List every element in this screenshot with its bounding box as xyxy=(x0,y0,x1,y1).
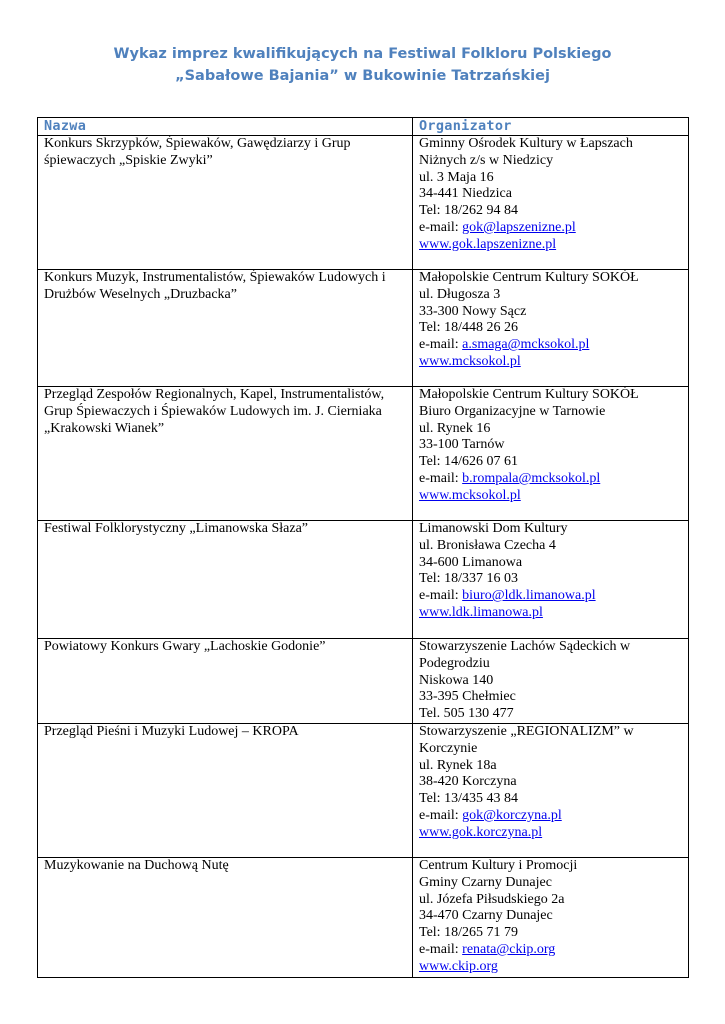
organizer-line: Tel: 13/435 43 84 xyxy=(419,791,518,807)
website-link[interactable]: www.mcksokol.pl xyxy=(419,487,521,503)
organizer-cell xyxy=(413,724,689,858)
organizer-line: Tel. 505 130 477 xyxy=(419,706,514,722)
organizer-line: Gminy Czarny Dunajec xyxy=(419,874,552,890)
email-prefix: e-mail: xyxy=(419,807,463,823)
organizer-line: 33-100 Tarnów xyxy=(419,437,505,453)
organizer-cell xyxy=(413,136,689,270)
table-row xyxy=(38,387,689,521)
title-line-1: Wykaz imprez kwalifikujących na Festiwal Folkloru Polskiego xyxy=(113,46,612,62)
organizer-line: ul. Długosza 3 xyxy=(419,286,501,302)
organizer-line: ul. 3 Maja 16 xyxy=(419,169,494,185)
organizer-line: 34-600 Limanowa xyxy=(419,554,523,570)
organizer-cell xyxy=(413,858,689,978)
organizer-line: Tel: 18/337 16 03 xyxy=(419,571,518,587)
organizer-line: 33-300 Nowy Sącz xyxy=(419,303,527,319)
event-name: Przegląd Zespołów Regionalnych, Kapel, Instrumentalistów, Grup Śpiewaczych i Śpiewaków Ludowych im. J. Cierniaka „Krakowski Wianek” xyxy=(38,387,413,521)
event-name: Konkurs Skrzypków, Śpiewaków, Gawędziarzy i Grup śpiewaczych „Spiskie Zwyki” xyxy=(38,136,413,270)
table-row xyxy=(38,858,689,978)
email-link[interactable]: biuro@ldk.limanowa.pl xyxy=(462,588,596,604)
column-header-name: Nazwa xyxy=(38,118,413,136)
organizer-cell xyxy=(413,387,689,521)
organizer-line: Małopolskie Centrum Kultury SOKÓŁ xyxy=(419,387,639,402)
organizer-line: Tel: 18/265 71 79 xyxy=(419,925,518,941)
organizer-line: ul. Józefa Piłsudskiego 2a xyxy=(419,891,565,907)
organizer-line: 34-441 Niedzica xyxy=(419,186,512,202)
organizer-line: Gminny Ośrodek Kultury w Łapszach xyxy=(419,136,633,151)
table-row xyxy=(38,521,689,639)
event-name: Powiatowy Konkurs Gwary „Lachoskie Godonie” xyxy=(38,639,413,724)
www-line xyxy=(419,354,684,371)
email-prefix: e-mail: xyxy=(419,588,463,604)
email-line xyxy=(419,220,684,237)
website-link[interactable]: www.ldk.limanowa.pl xyxy=(419,604,543,620)
email-line xyxy=(419,588,684,605)
email-prefix: e-mail: xyxy=(419,219,463,235)
website-link[interactable]: www.gok.lapszenizne.pl xyxy=(419,236,557,252)
table-row xyxy=(38,639,689,724)
organizer-line: ul. Rynek 18a xyxy=(419,757,497,773)
www-line xyxy=(419,237,684,254)
website-link[interactable]: www.ckip.org xyxy=(419,958,498,974)
organizer-line: Limanowski Dom Kultury xyxy=(419,521,568,536)
table-row xyxy=(38,270,689,387)
organizer-line: 38-420 Korczyna xyxy=(419,774,517,790)
www-line xyxy=(419,605,684,622)
event-name: Przegląd Pieśni i Muzyki Ludowej – KROPA xyxy=(38,724,413,858)
organizer-line: Stowarzyszenie „REGIONALIZM” w Korczynie xyxy=(419,724,634,756)
table-row xyxy=(38,724,689,858)
organizer-line: 33-395 Chełmiec xyxy=(419,689,516,705)
events-table xyxy=(37,117,689,978)
email-link[interactable]: gok@lapszenizne.pl xyxy=(462,219,576,235)
column-header-organizer: Organizator xyxy=(413,118,689,136)
email-prefix: e-mail: xyxy=(419,941,463,957)
event-name: Konkurs Muzyk, Instrumentalistów, Śpiewaków Ludowych i Drużbów Weselnych „Druzbacka” xyxy=(38,270,413,387)
email-link[interactable]: b.rompala@mcksokol.pl xyxy=(462,470,601,486)
event-name: Festiwal Folklorystyczny „Limanowska Słaza” xyxy=(38,521,413,639)
email-prefix: e-mail: xyxy=(419,470,463,486)
organizer-line: Niskowa 140 xyxy=(419,672,494,688)
organizer-line: Małopolskie Centrum Kultury SOKÓŁ xyxy=(419,270,639,285)
organizer-cell xyxy=(413,270,689,387)
email-line xyxy=(419,808,684,825)
organizer-line: Centrum Kultury i Promocji xyxy=(419,858,578,873)
email-line xyxy=(419,942,684,959)
organizer-line: Stowarzyszenie Lachów Sądeckich w Podegrodziu xyxy=(419,639,631,671)
email-line xyxy=(419,337,684,354)
website-link[interactable]: www.mcksokol.pl xyxy=(419,353,521,369)
organizer-line: Niżnych z/s w Niedzicy xyxy=(419,152,554,168)
organizer-line: 34-470 Czarny Dunajec xyxy=(419,908,553,924)
organizer-cell xyxy=(413,639,689,724)
www-line xyxy=(419,825,684,842)
title-line-2: „Sabałowe Bajania” w Bukowinie Tatrzańskiej xyxy=(175,68,550,84)
organizer-line: ul. Bronisława Czecha 4 xyxy=(419,537,556,553)
table-row xyxy=(38,136,689,270)
website-link[interactable]: www.gok.korczyna.pl xyxy=(419,824,543,840)
organizer-line: ul. Rynek 16 xyxy=(419,420,491,436)
www-line xyxy=(419,959,684,976)
email-line xyxy=(419,471,684,488)
organizer-line: Tel: 18/448 26 26 xyxy=(419,320,518,336)
organizer-line: Biuro Organizacyjne w Tarnowie xyxy=(419,403,606,419)
organizer-line: Tel: 14/626 07 61 xyxy=(419,454,518,470)
email-link[interactable]: renata@ckip.org xyxy=(462,941,556,957)
email-link[interactable]: a.smaga@mcksokol.pl xyxy=(462,337,590,353)
event-name: Muzykowanie na Duchową Nutę xyxy=(38,858,413,978)
email-prefix: e-mail: xyxy=(419,337,463,353)
email-link[interactable]: gok@korczyna.pl xyxy=(462,807,562,823)
organizer-cell xyxy=(413,521,689,639)
table-header-row xyxy=(38,118,689,136)
www-line xyxy=(419,488,684,505)
organizer-line: Tel: 18/262 94 84 xyxy=(419,203,518,219)
document-title xyxy=(0,43,725,87)
